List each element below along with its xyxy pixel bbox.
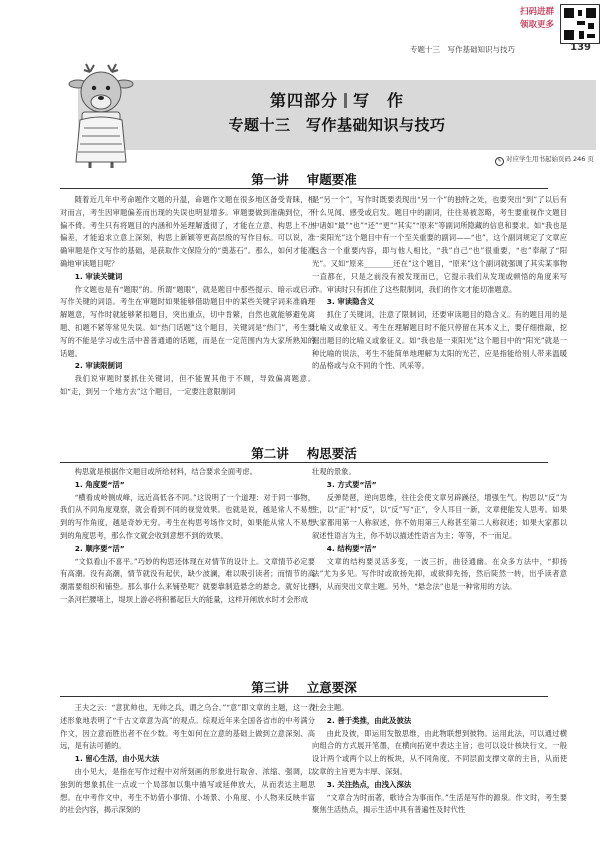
lecture-3-left-column	[60, 702, 315, 817]
section-subheading: 3. 方式要“活”	[326, 479, 377, 489]
part-banner	[78, 80, 596, 150]
lecture-3-rule	[60, 696, 548, 697]
body-paragraph: 由此及彼，即运用发散思维，由此物联想到彼物。运用此法，可以通过横向组合的方式展开笔墨，在横向拓宽中表达主旨；也可以设计核块行文，一般设计两个或两个以上的板块，从不同角度、不同层面支撑文章的主旨，从而使文章的主旨更为丰厚、深刻。	[312, 728, 567, 776]
lecture-2-number: 第二讲	[251, 446, 289, 461]
answer-page-note	[495, 154, 594, 166]
section-subheading: 2. 审读限制词	[74, 361, 123, 371]
section-subheading: 2. 顺序要“活”	[74, 543, 125, 553]
lecture-1-rule	[60, 188, 548, 189]
lecture-1-right-column	[312, 194, 567, 373]
section-subheading: 3. 审读隐含义	[326, 297, 375, 307]
lecture-3-right-column	[312, 702, 567, 817]
section-subheading: 1. 审读关键词	[74, 271, 123, 281]
lecture-2-right-column	[312, 466, 567, 594]
body-paragraph: 是“另一个”，写作时既要表现出“另一个”的独特之处，也要突出“到”了以后有什么见闻、感受或启发。题目中的副词，往往易被忽略，考生要重视作文题目中诸如“最”“也”“还”“更”“其实”“原来”等副词所隐藏的信息和要求。如“我也是一束阳光”这个题目中有一个至关重要的副词——“也”，这个副词规定了文章应包含一个重要内容，即与他人相比，“我”自己“也”很重要，“也”奉献了“阳光”。又如“原来________还在”这个题目，“原来”这个副词就强调了其实某事物一直都在，只是之前没有被发现而已，它提示我们从发现或顿悟的角度来写作。审读时只有抓住了这些限制词，我们的作文才能切准题意。	[312, 195, 567, 294]
body-paragraph: 我们说审题时要抓住关键词，但不能置其他于不顾，导致偏离题意。如“走，到另一个地方去”这个题目，一定要注意限制词	[60, 374, 315, 396]
lecture-1-heading	[0, 170, 608, 188]
body-paragraph: “文章合为时而著，歌诗合为事而作。”生活是写作的源泉。作文时，考生要聚焦生活热点，揭示生活中具有普遍性及时代性	[312, 792, 567, 815]
qr-code-icon[interactable]	[560, 4, 600, 44]
promo-text	[504, 6, 554, 32]
section-subheading: 3. 关注热点，由浅入深法	[326, 779, 412, 789]
promo-line-2: 领取更多	[519, 20, 554, 30]
topic-title: 专题十三 写作基础知识与技巧	[228, 116, 446, 134]
deer-mascot-illustration	[60, 62, 144, 170]
body-paragraph: “文似看山不喜平。”巧妙的构思还体现在对情节的设计上。文章情节必定要有高潮。没有高潮，情节就没有起伏，缺少波澜，难以吸引读者；而情节的高潮需要组织和铺垫。那么事什么来铺垫呢？就要靠制造悬念的悬念。就好比把一条河拦腰堵上，堤坝上游必将积蓄起巨大的能量，这样开闸放水时才会形成	[60, 556, 315, 604]
part-title	[78, 88, 596, 111]
page-number: 139	[570, 42, 591, 53]
lecture-1-number: 第一讲	[251, 172, 289, 187]
lecture-2-rule	[60, 462, 548, 463]
body-paragraph: 壮观的景象。	[312, 467, 356, 476]
title-divider	[344, 93, 347, 108]
answer-note-text: 对应学生用书起始页码 246 页	[505, 155, 594, 163]
body-paragraph: 随着近几年中考命题作文题的升温，命题作文题在很多地区备受青睐，相对而言，考生因审题偏差而出现的失误也明显增多。审题要做到准确到位，不偏不倚。考生只有将题目的内涵和外延理解透彻了，才能在立意、构思上不出偏差，才能追求立意上深刻，构思上新颖等更高层级的写作目标。可以说，准确审题是作文写作的基础，是获取作文保险分的“奠基石”。那么，如何才能准确地审读题目呢？	[60, 195, 315, 268]
part-label: 第四部分	[269, 91, 338, 110]
body-paragraph: 构思就是根据作文题目或所给材料，结合要求全面考虑。	[74, 467, 258, 476]
promo-line-1: 扫码进群	[519, 7, 554, 17]
lecture-3-title: 立意要深	[306, 680, 357, 695]
section-subheading: 1. 留心生活，由小见大法	[74, 754, 160, 764]
body-paragraph: 王夫之云：“意犹帅也，无帅之兵，谓之乌合。”“意”即文章的主题，这一表述形象地表明了“千古文章意为高”的观点。综观近年来全国各省市的中考满分作文，因立意而胜出者不在少数。考生如何在立意的基础上做到立意深刻、高远，是有法可循的。	[60, 703, 315, 751]
running-head: 专题十三 写作基础知识与技巧	[410, 45, 515, 54]
body-paragraph: “横看成岭侧成峰，远近高低各不同。”这说明了一个道理：对于同一事物，我们从不同角度观察，就会看到不同的视觉效果。也就是说，越是常人不易想到的写作角度，越是奇妙无穷。考生在构思考场作文时，如果能从常人不易想到的角度思考，那么作文就会收到意想不到的效果。	[60, 492, 315, 540]
lecture-3-number: 第三讲	[251, 680, 289, 695]
lecture-2-left-column	[60, 466, 315, 607]
section-subheading: 1. 角度要“活”	[74, 479, 125, 489]
lecture-3-heading	[0, 678, 608, 696]
lecture-1-title: 审题要准	[306, 172, 357, 187]
section-subheading: 4. 结构要“活”	[326, 543, 377, 553]
body-paragraph: 社会主题。	[312, 703, 349, 712]
body-paragraph: 作文题也是有“题眼”的。所谓“题眼”，就是题目中那些提示、暗示或启示写作关键的词语。考生在审题时如果能够借助题目中的某些关键字词来准确理解题意，写作时就能够紧扣题目，突出重点，切中肯綮，自然也就能够避免离题、扣题不紧等常见失误。如“热门话题”这个题目，关键词是“热门”，考生要写的不能是学习或生活中普普通通的话题，而是在一定范围内为大家所熟知的话题。	[60, 284, 315, 358]
part-name: 写 作	[353, 91, 405, 110]
lecture-2-title: 构思要活	[306, 446, 357, 461]
lecture-2-heading	[0, 444, 608, 462]
body-paragraph: 抓住了关键词，注意了限制词，还要审读题目的隐含义。有的题目用的是比喻义或象征义。考生在理解题目时不能只停留在其本义上，要仔细推敲，挖掘出题目的比喻义或象征义。如“我也是一束阳光”这个题目中的“阳光”就是一种比喻的说法，考生不能简单地理解为太阳的光芒，应是指能给别人带来温暖的品格或与众不同的个性、风采等。	[312, 310, 567, 371]
lecture-1-left-column	[60, 194, 315, 399]
body-paragraph: 由小见大，是指在写作过程中对所刻画的形象进行取舍、浓缩、强调，以独到的想象抓住一点或一个局部加以集中描写或延伸放大，从而表达主题思想。在中考作文中，考生不妨借小事情、小场景、小角度、小人物来反映丰富的社会内容，揭示深刻的	[60, 766, 315, 815]
body-paragraph: 文章的结构要灵活多变，一波三折，曲径通幽。在众多方法中，“抑扬法”尤为多见。写作时或欲扬先抑，或欲抑先扬，然后陡然一转，出乎读者意料，从而突出文章主题。另外，“悬念法”也是一种常用的方法。	[312, 556, 567, 592]
section-subheading: 2. 善于类推，由此及彼法	[326, 715, 412, 725]
pen-icon: ✎	[495, 157, 504, 166]
body-paragraph: 反弹琵琶，逆向思维，往往会使文章另辟蹊径，增强生气。构思以“反”为主，以“正”衬“反”，以“反”写“正”，令人耳目一新，文章便能发人思考。如果大家都用第一人称叙述，你不妨用第三人称甚至第二人称叙述；如果大家都以叙述性语言为主，你不妨以描述性语言为主；等等，不一而足。	[312, 492, 567, 540]
